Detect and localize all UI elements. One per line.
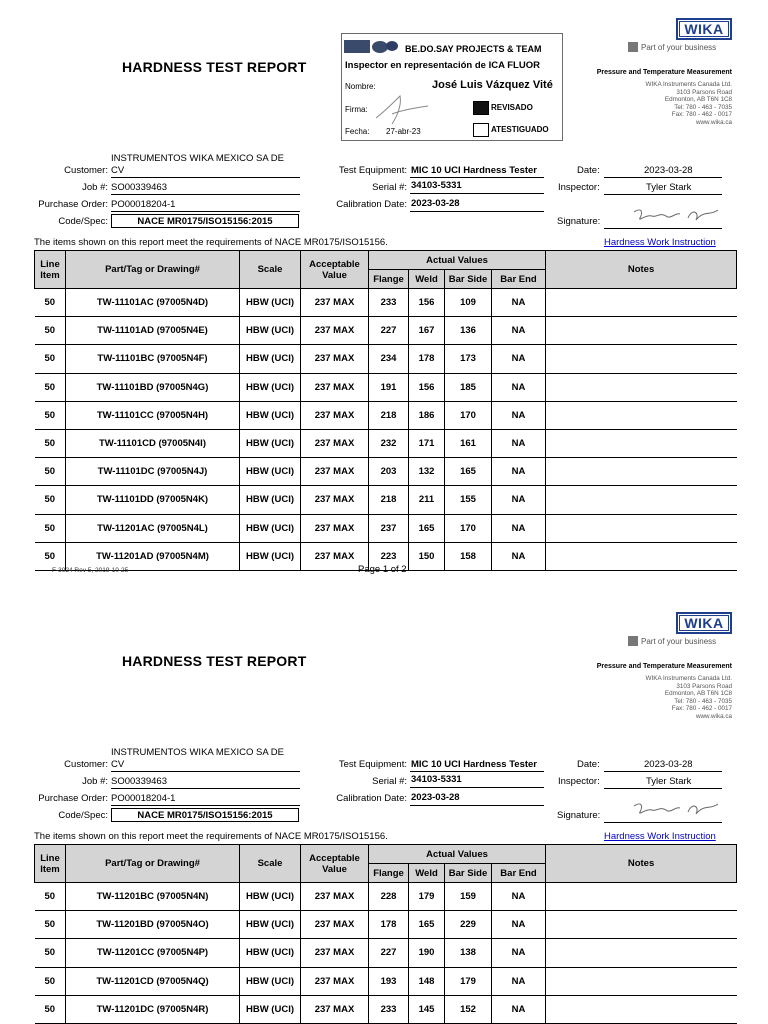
calibration-value: 2023-03-28 [411, 198, 460, 209]
cell-barend: NA [492, 514, 546, 542]
cell-flange: 233 [369, 995, 409, 1023]
cell-barend: NA [492, 458, 546, 486]
cell-barside: 173 [445, 345, 492, 373]
cell-part: TW-11101BC (97005N4F) [66, 345, 240, 373]
cell-weld: 186 [409, 401, 445, 429]
cell-scale: HBW (UCI) [240, 345, 301, 373]
table-row [35, 514, 737, 542]
col-part: Part/Tag or Drawing# [66, 845, 240, 883]
cell-accept: 237 MAX [301, 514, 369, 542]
cell-accept: 237 MAX [301, 939, 369, 967]
cell-part: TW-11201BD (97005N4O) [66, 911, 240, 939]
cell-barside: 229 [445, 911, 492, 939]
serial-value-2: 34103-5331 [411, 774, 462, 785]
stamp-nombre-label: Nombre: [345, 82, 376, 91]
cell-barside: 165 [445, 458, 492, 486]
wika-logo: WIKA [676, 18, 732, 40]
cell-weld: 156 [409, 289, 445, 317]
cell-accept: 237 MAX [301, 401, 369, 429]
cell-accept: 237 MAX [301, 486, 369, 514]
cell-barend: NA [492, 967, 546, 995]
date-value: 2023-03-28 [644, 165, 693, 176]
cell-part: TW-11201BC (97005N4N) [66, 883, 240, 911]
col-bar-side: Bar Side [445, 270, 492, 289]
table-row [35, 458, 737, 486]
table-row [35, 486, 737, 514]
cell-notes [546, 401, 737, 429]
cell-barend: NA [492, 486, 546, 514]
customer-label: Customer: [64, 165, 108, 176]
atestiguado-checkbox [473, 123, 489, 137]
date-value-2: 2023-03-28 [644, 759, 693, 770]
cell-barside: 170 [445, 514, 492, 542]
cell-notes [546, 345, 737, 373]
cell-weld: 165 [409, 514, 445, 542]
calibration-label: Calibration Date: [336, 199, 407, 210]
cell-part: TW-11201AC (97005N4L) [66, 514, 240, 542]
col-part: Part/Tag or Drawing# [66, 251, 240, 289]
cell-part: TW-11201AD (97005N4M) [66, 542, 240, 570]
cell-flange: 203 [369, 458, 409, 486]
stamp-fecha-label: Fecha: [345, 127, 370, 136]
cell-notes [546, 542, 737, 570]
cell-flange: 228 [369, 883, 409, 911]
cell-accept: 237 MAX [301, 373, 369, 401]
col-flange: Flange [369, 864, 409, 883]
cell-line: 50 [35, 514, 66, 542]
cell-weld: 171 [409, 429, 445, 457]
cell-notes [546, 911, 737, 939]
cell-barside: 170 [445, 401, 492, 429]
col-acceptable: Acceptable Value [301, 251, 369, 289]
col-line-item: Line Item [35, 845, 66, 883]
equipment-label-2: Test Equipment: [338, 759, 407, 770]
cell-part: TW-11101DD (97005N4K) [66, 486, 240, 514]
code-value: NACE MR0175/ISO15156:2015 [111, 214, 299, 228]
cell-barend: NA [492, 317, 546, 345]
cell-barside: 158 [445, 542, 492, 570]
serial-label: Serial #: [372, 182, 407, 193]
equipment-label: Test Equipment: [338, 165, 407, 176]
col-flange: Flange [369, 270, 409, 289]
cell-weld: 156 [409, 373, 445, 401]
cell-scale: HBW (UCI) [240, 939, 301, 967]
cell-flange: 218 [369, 401, 409, 429]
cell-scale: HBW (UCI) [240, 429, 301, 457]
cell-line: 50 [35, 373, 66, 401]
cell-barend: NA [492, 911, 546, 939]
cell-barside: 138 [445, 939, 492, 967]
cell-weld: 148 [409, 967, 445, 995]
cell-barside: 159 [445, 883, 492, 911]
wika-tagline: Part of your business [628, 42, 716, 52]
cell-line: 50 [35, 458, 66, 486]
cell-barside: 185 [445, 373, 492, 401]
cell-part: TW-11101BD (97005N4G) [66, 373, 240, 401]
inspector-label-2: Inspector: [558, 776, 600, 787]
cell-notes [546, 514, 737, 542]
cell-weld: 167 [409, 317, 445, 345]
cell-barside: 155 [445, 486, 492, 514]
cell-scale: HBW (UCI) [240, 289, 301, 317]
cell-part: TW-11201CD (97005N4Q) [66, 967, 240, 995]
cell-line: 50 [35, 429, 66, 457]
cell-line: 50 [35, 967, 66, 995]
cell-weld: 178 [409, 345, 445, 373]
cell-accept: 237 MAX [301, 458, 369, 486]
wika-tagline-2: Part of your business [628, 636, 716, 646]
code-label: Code/Spec: [58, 216, 108, 227]
cell-notes [546, 373, 737, 401]
table-row [35, 289, 737, 317]
inspector-label: Inspector: [558, 182, 600, 193]
cell-accept: 237 MAX [301, 289, 369, 317]
po-label: Purchase Order: [38, 199, 108, 210]
table-row [35, 883, 737, 911]
inspection-stamp [341, 33, 563, 141]
compliance-statement: The items shown on this report meet the requirements of NACE MR0175/ISO15156. [34, 237, 388, 248]
cell-notes [546, 967, 737, 995]
cell-part: TW-11101DC (97005N4J) [66, 458, 240, 486]
stamp-fecha: 27-abr-23 [386, 127, 421, 136]
cell-part: TW-11201DC (97005N4R) [66, 995, 240, 1023]
cell-scale: HBW (UCI) [240, 542, 301, 570]
calibration-label-2: Calibration Date: [336, 793, 407, 804]
cell-barend: NA [492, 883, 546, 911]
cell-notes [546, 995, 737, 1023]
table-row [35, 429, 737, 457]
cell-notes [546, 429, 737, 457]
cell-flange: 218 [369, 486, 409, 514]
cell-notes [546, 317, 737, 345]
cell-barend: NA [492, 401, 546, 429]
equipment-value-2: MIC 10 UCI Hardness Tester [411, 759, 538, 770]
cell-weld: 145 [409, 995, 445, 1023]
cell-barend: NA [492, 542, 546, 570]
cell-flange: 237 [369, 514, 409, 542]
cell-accept: 237 MAX [301, 967, 369, 995]
report-title: HARDNESS TEST REPORT [122, 59, 307, 75]
inspector-value-2: Tyler Stark [646, 776, 692, 787]
po-value-2: PO00018204-1 [111, 793, 176, 804]
revisado-label: REVISADO [491, 103, 533, 112]
cell-barend: NA [492, 289, 546, 317]
cell-notes [546, 289, 737, 317]
po-value: PO00018204-1 [111, 199, 176, 210]
cell-accept: 237 MAX [301, 911, 369, 939]
cell-barend: NA [492, 345, 546, 373]
stamp-signature [372, 92, 432, 128]
bedosay-logo-icon [344, 38, 399, 54]
cell-barend: NA [492, 373, 546, 401]
cell-flange: 234 [369, 345, 409, 373]
date-label: Date: [577, 165, 600, 176]
atestiguado-label: ATESTIGUADO [491, 125, 549, 134]
cell-accept: 237 MAX [301, 883, 369, 911]
job-value: SO00339463 [111, 182, 167, 193]
cell-weld: 165 [409, 911, 445, 939]
cell-weld: 190 [409, 939, 445, 967]
cell-line: 50 [35, 401, 66, 429]
col-bar-side: Bar Side [445, 864, 492, 883]
table-body-page-1 [35, 289, 737, 571]
col-line-item: Line Item [35, 251, 66, 289]
wika-square-icon [628, 636, 638, 646]
cell-line: 50 [35, 995, 66, 1023]
cell-flange: 233 [369, 289, 409, 317]
cell-weld: 132 [409, 458, 445, 486]
customer-value-line2-2: CV [111, 759, 125, 770]
form-number: F-3024 Rev 5, 2019-10-25 [52, 567, 129, 574]
job-value-2: SO00339463 [111, 776, 167, 787]
cell-flange: 193 [369, 967, 409, 995]
cell-line: 50 [35, 542, 66, 570]
table-row [35, 373, 737, 401]
cell-line: 50 [35, 883, 66, 911]
cell-notes [546, 458, 737, 486]
cell-accept: 237 MAX [301, 542, 369, 570]
cell-part: TW-11201CC (97005N4P) [66, 939, 240, 967]
cell-scale: HBW (UCI) [240, 401, 301, 429]
signature-label: Signature: [557, 216, 601, 227]
table-row [35, 401, 737, 429]
cell-part: TW-11101AD (97005N4E) [66, 317, 240, 345]
cell-line: 50 [35, 939, 66, 967]
wika-address: WIKA Instruments Canada Ltd. 3103 Parsons Road Edmonton, AB T6N 1C8 Tel: 780 - 463 - 7035 Fax: 780 - 462 - 0017 www.wika.ca [645, 81, 732, 126]
cell-barend: NA [492, 939, 546, 967]
cell-barend: NA [492, 995, 546, 1023]
cell-flange: 227 [369, 317, 409, 345]
inspector-value: Tyler Stark [646, 182, 692, 193]
stamp-inspector-name: José Luis Vázquez Vité [432, 79, 553, 91]
code-label-2: Code/Spec: [58, 810, 108, 821]
serial-value: 34103-5331 [411, 180, 462, 191]
table-row [35, 345, 737, 373]
report-title-2: HARDNESS TEST REPORT [122, 653, 307, 669]
cell-barend: NA [492, 429, 546, 457]
table-row [35, 939, 737, 967]
cell-accept: 237 MAX [301, 345, 369, 373]
cell-scale: HBW (UCI) [240, 486, 301, 514]
col-weld: Weld [409, 864, 445, 883]
cell-part: TW-11101AC (97005N4D) [66, 289, 240, 317]
date-label-2: Date: [577, 759, 600, 770]
serial-label-2: Serial #: [372, 776, 407, 787]
stamp-company: BE.DO.SAY PROJECTS & TEAM [405, 44, 542, 54]
col-notes: Notes [546, 845, 737, 883]
cell-line: 50 [35, 317, 66, 345]
revisado-checkbox [473, 101, 489, 115]
customer-value-line1: INSTRUMENTOS WIKA MEXICO SA DE [111, 153, 284, 164]
cell-line: 50 [35, 486, 66, 514]
code-value-2: NACE MR0175/ISO15156:2015 [111, 808, 299, 822]
cell-flange: 223 [369, 542, 409, 570]
table-row [35, 995, 737, 1023]
cell-scale: HBW (UCI) [240, 883, 301, 911]
cell-scale: HBW (UCI) [240, 967, 301, 995]
col-scale: Scale [240, 251, 301, 289]
cell-weld: 179 [409, 883, 445, 911]
cell-scale: HBW (UCI) [240, 995, 301, 1023]
inspector-signature [630, 204, 722, 226]
cell-notes [546, 883, 737, 911]
cell-notes [546, 486, 737, 514]
cell-scale: HBW (UCI) [240, 373, 301, 401]
cell-line: 50 [35, 911, 66, 939]
customer-value-line2: CV [111, 165, 125, 176]
hardness-table-page-2 [34, 844, 737, 1024]
hardness-table-page-1 [34, 250, 737, 571]
stamp-role: Inspector en representación de ICA FLUOR [345, 60, 540, 71]
table-body-page-2 [35, 883, 737, 1024]
hardness-work-instruction-link-2[interactable]: Hardness Work Instruction [604, 831, 716, 842]
calibration-value-2: 2023-03-28 [411, 792, 460, 803]
cell-weld: 211 [409, 486, 445, 514]
signature-label-2: Signature: [557, 810, 601, 821]
col-actual-values: Actual Values [369, 251, 546, 270]
cell-flange: 232 [369, 429, 409, 457]
equipment-value: MIC 10 UCI Hardness Tester [411, 165, 538, 176]
stamp-firma-label: Firma: [345, 105, 368, 114]
job-label-2: Job #: [82, 776, 108, 787]
col-scale: Scale [240, 845, 301, 883]
cell-notes [546, 939, 737, 967]
table-row [35, 911, 737, 939]
cell-flange: 227 [369, 939, 409, 967]
customer-label-2: Customer: [64, 759, 108, 770]
table-row [35, 967, 737, 995]
cell-part: TW-11101CD (97005N4I) [66, 429, 240, 457]
inspector-signature-2 [630, 798, 722, 820]
table-row [35, 317, 737, 345]
cell-line: 50 [35, 345, 66, 373]
col-actual-values: Actual Values [369, 845, 546, 864]
po-label-2: Purchase Order: [38, 793, 108, 804]
cell-scale: HBW (UCI) [240, 458, 301, 486]
cell-accept: 237 MAX [301, 429, 369, 457]
wika-ptm-2: Pressure and Temperature Measurement [596, 663, 732, 670]
cell-scale: HBW (UCI) [240, 911, 301, 939]
cell-barside: 179 [445, 967, 492, 995]
cell-part: TW-11101CC (97005N4H) [66, 401, 240, 429]
cell-accept: 237 MAX [301, 995, 369, 1023]
wika-logo-2: WIKA [676, 612, 732, 634]
job-label: Job #: [82, 182, 108, 193]
hardness-work-instruction-link[interactable]: Hardness Work Instruction [604, 237, 716, 248]
report-page-2 [0, 594, 768, 1024]
col-notes: Notes [546, 251, 737, 289]
col-acceptable: Acceptable Value [301, 845, 369, 883]
wika-square-icon [628, 42, 638, 52]
col-weld: Weld [409, 270, 445, 289]
compliance-statement-2: The items shown on this report meet the requirements of NACE MR0175/ISO15156. [34, 831, 388, 842]
cell-flange: 178 [369, 911, 409, 939]
cell-barside: 152 [445, 995, 492, 1023]
cell-barside: 109 [445, 289, 492, 317]
cell-line: 50 [35, 289, 66, 317]
col-bar-end: Bar End [492, 270, 546, 289]
cell-scale: HBW (UCI) [240, 317, 301, 345]
cell-weld: 150 [409, 542, 445, 570]
wika-address-2: WIKA Instruments Canada Ltd. 3103 Parsons Road Edmonton, AB T6N 1C8 Tel: 780 - 463 - 7035 Fax: 780 - 462 - 0017 www.wika.ca [645, 675, 732, 720]
customer-value-line1-2: INSTRUMENTOS WIKA MEXICO SA DE [111, 747, 284, 758]
cell-accept: 237 MAX [301, 317, 369, 345]
cell-flange: 191 [369, 373, 409, 401]
cell-barside: 161 [445, 429, 492, 457]
page-number: Page 1 of 2 [358, 564, 407, 575]
cell-barside: 136 [445, 317, 492, 345]
cell-scale: HBW (UCI) [240, 514, 301, 542]
col-bar-end: Bar End [492, 864, 546, 883]
wika-ptm: Pressure and Temperature Measurement [596, 69, 732, 76]
